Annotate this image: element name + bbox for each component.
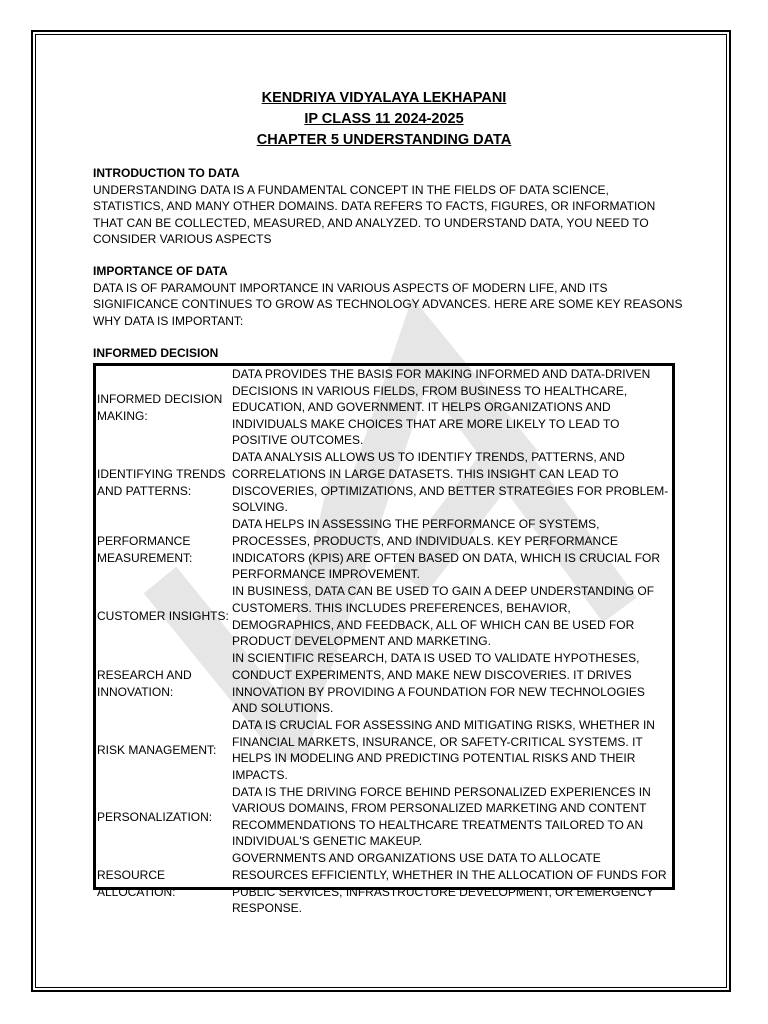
table-row [96, 583, 672, 650]
row-description: DATA HELPS IN ASSESSING THE PERFORMANCE OF SYSTEMS, PROCESSES, PRODUCTS, AND INDIVIDUALS. KEY PERFORMANCE INDICATORS (KPIS) ARE OFTEN BASED ON DATA, WHICH IS CRUCIAL FOR PERFORMANCE IMPROVEMENT. [232, 517, 661, 582]
row-description: DATA IS CRUCIAL FOR ASSESSING AND MITIGATING RISKS, WHETHER IN FINANCIAL MARKETS, INSURANCE, OR SAFETY-CRITICAL SYSTEMS. IT HELPS IN MODELING AND PREDICTING POTENTIAL RISKS AND THEIR IMPACTS. [232, 718, 655, 782]
informed-heading: INFORMED DECISION [93, 346, 219, 360]
table-row [96, 650, 672, 717]
intro-heading: INTRODUCTION TO DATA [93, 166, 240, 180]
document-header [0, 88, 768, 151]
importance-body: DATA IS OF PARAMOUNT IMPORTANCE IN VARIOUS ASPECTS OF MODERN LIFE, AND ITS SIGNIFICANCE CONTINUES TO GROW AS TECHNOLOGY ADVANCES. HERE ARE SOME KEY REASONS WHY DATA IS IMPORTANT: [93, 280, 683, 328]
row-label: PERSONALIZATION: [97, 809, 213, 824]
importance-heading: IMPORTANCE OF DATA [93, 264, 228, 278]
table-row [96, 366, 672, 449]
chapter-title: CHAPTER 5 UNDERSTANDING DATA [256, 132, 512, 148]
table-row [96, 783, 672, 850]
row-label: RESOURCE ALLOCATION: [97, 867, 176, 899]
importance-section [93, 263, 683, 329]
table-row [96, 449, 672, 516]
row-description: IN SCIENTIFIC RESEARCH, DATA IS USED TO VALIDATE HYPOTHESES, CONDUCT EXPERIMENTS, AND MAKE NEW DISCOVERIES. IT DRIVES INNOVATION BY PROVIDING A FOUNDATION FOR NEW TECHNOLOGIES AND SOLUTIONS. [232, 651, 645, 716]
row-label: INFORMED DECISION MAKING: [97, 391, 223, 423]
row-description: DATA ANALYSIS ALLOWS US TO IDENTIFY TRENDS, PATTERNS, AND CORRELATIONS IN LARGE DATASETS. THIS INSIGHT CAN LEAD TO DISCOVERIES, OPTIMIZATIONS, AND BETTER STRATEGIES FOR PROBLEM-SOLVING. [232, 450, 669, 515]
row-description: IN BUSINESS, DATA CAN BE USED TO GAIN A DEEP UNDERSTANDING OF CUSTOMERS. THIS INCLUDES PREFERENCES, BEHAVIOR, DEMOGRAPHICS, AND FEEDBACK, ALL OF WHICH CAN BE USED FOR PRODUCT DEVELOPMENT AND MARKETING. [232, 584, 655, 649]
class-line: IP CLASS 11 2024-2025 [304, 111, 464, 127]
table-row [96, 850, 672, 916]
table-row [96, 717, 672, 783]
table-row [96, 516, 672, 583]
school-name: KENDRIYA VIDYALAYA LEKHAPANI [261, 90, 507, 106]
row-description: DATA PROVIDES THE BASIS FOR MAKING INFORMED AND DATA-DRIVEN DECISIONS IN VARIOUS FIELDS, FROM BUSINESS TO HEALTHCARE, EDUCATION, AND GOVERNMENT. IT HELPS ORGANIZATIONS AND INDIVIDUALS MAKE CHOICES THAT ARE MORE LIKELY TO LEAD TO POSITIVE OUTCOMES. [232, 367, 651, 448]
row-label: IDENTIFYING TRENDS AND PATTERNS: [97, 466, 226, 498]
row-label: PERFORMANCE MEASUREMENT: [97, 533, 193, 565]
row-label: RESEARCH AND INNOVATION: [97, 667, 192, 699]
informed-section [93, 345, 683, 362]
intro-section [93, 165, 683, 248]
row-description: DATA IS THE DRIVING FORCE BEHIND PERSONALIZED EXPERIENCES IN VARIOUS DOMAINS, FROM PERSONALIZED MARKETING AND CONTENT RECOMMENDATIONS TO HEALTHCARE TREATMENTS TAILORED TO AN INDIVIDUAL'S GENETIC MAKEUP. [232, 784, 651, 849]
reasons-table [93, 363, 675, 916]
row-description: GOVERNMENTS AND ORGANIZATIONS USE DATA TO ALLOCATE RESOURCES EFFICIENTLY, WHETHER IN THE ALLOCATION OF FUNDS FOR PUBLIC SERVICES, INFRASTRUCTURE DEVELOPMENT, OR EMERGENCY RESPONSE. [232, 851, 667, 916]
row-label: RISK MANAGEMENT: [97, 742, 217, 757]
row-label: CUSTOMER INSIGHTS: [97, 609, 229, 624]
intro-body: UNDERSTANDING DATA IS A FUNDAMENTAL CONCEPT IN THE FIELDS OF DATA SCIENCE, STATISTICS, AND MANY OTHER DOMAINS. DATA REFERS TO FACTS, FIGURES, OR INFORMATION THAT CAN BE COLLECTED, MEASURED, AND ANALYZED. TO UNDERSTAND DATA, YOU NEED TO CONSIDER VARIOUS ASPECTS [93, 182, 656, 247]
